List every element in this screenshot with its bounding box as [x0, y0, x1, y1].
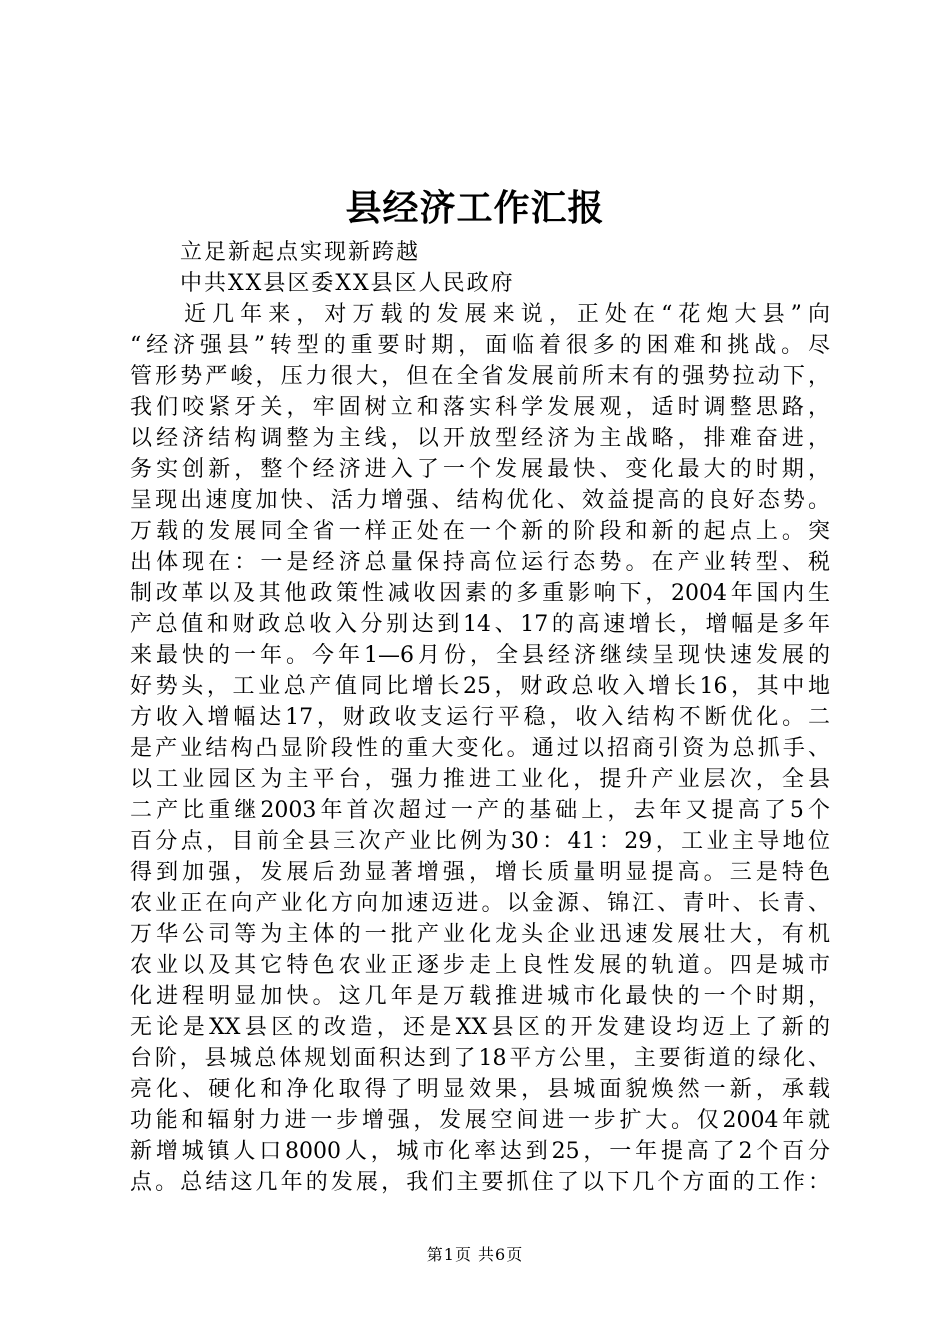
body-line: 好势头，工业总产值同比增长25，财政总收入增长16，其中地	[130, 674, 830, 699]
body-line: 是产业结构凸显阶段性的重大变化。通过以招商引资为总抓手、	[130, 736, 830, 761]
body-line: “经济强县”转型的重要时期，面临着很多的困难和挑战。尽	[130, 333, 830, 358]
body-line: 农业正在向产业化方向加速迈进。以金源、锦江、青叶、长青、	[130, 891, 830, 916]
page-footer: 第1页 共6页	[426, 1245, 524, 1264]
body-line: 以工业园区为主平台，强力推进工业化，提升产业层次，全县	[130, 767, 830, 792]
body-line: 点。总结这几年的发展，我们主要抓住了以下几个方面的工作：	[130, 1170, 830, 1195]
body-line: 亮化、硬化和净化取得了明显效果，县城面貌焕然一新，承载	[130, 1077, 830, 1102]
body-line: 新增城镇人口8000人，城市化率达到25，一年提高了2个百分	[130, 1139, 830, 1164]
body-line: 得到加强，发展后劲显著增强，增长质量明显提高。三是特色	[130, 860, 830, 885]
body-line: 万载的发展同全省一样正处在一个新的阶段和新的起点上。突	[130, 519, 830, 544]
body-paragraph	[130, 299, 830, 1198]
body-line: 农业以及其它特色农业正逐步走上良性发展的轨道。四是城市	[130, 953, 830, 978]
body-line: 产总值和财政总收入分别达到14、17的高速增长，增幅是多年	[130, 612, 830, 637]
body-line: 以经济结构调整为主线，以开放型经济为主战略，排难奋进，	[130, 426, 830, 451]
body-line: 无论是XX县区的改造，还是XX县区的开发建设均迈上了新的	[130, 1015, 830, 1040]
body-line: 方收入增幅达17，财政收支运行平稳，收入结构不断优化。二	[130, 705, 830, 730]
body-line: 出体现在：一是经济总量保持高位运行态势。在产业转型、税	[130, 550, 830, 575]
subtitle-author: 中共XX县区委XX县区人民政府	[180, 271, 515, 296]
body-line: 二产比重继2003年首次超过一产的基础上，去年又提高了5个	[130, 798, 830, 823]
body-line: 管形势严峻，压力很大，但在全省发展前所末有的强势拉动下，	[130, 364, 830, 389]
body-line: 来最快的一年。今年1—6月份，全县经济继续呈现快速发展的	[130, 643, 830, 668]
body-line: 百分点，目前全县三次产业比例为30：41：29，工业主导地位	[130, 829, 830, 854]
body-line: 我们咬紧牙关，牢固树立和落实科学发展观，适时调整思路，	[130, 395, 830, 420]
body-line: 台阶，县城总体规划面积达到了18平方公里，主要街道的绿化、	[130, 1046, 830, 1071]
subtitle-slogan: 立足新起点实现新跨越	[180, 240, 421, 265]
body-line: 万华公司等为主体的一批产业化龙头企业迅速发展壮大，有机	[130, 922, 830, 947]
body-line: 制改革以及其他政策性减收因素的多重影响下，2004年国内生	[130, 581, 830, 606]
body-line: 近几年来，对万载的发展来说，正处在“花炮大县”向	[184, 302, 830, 327]
body-line: 功能和辐射力进一步增强，发展空间进一步扩大。仅2004年就	[130, 1108, 830, 1133]
body-line: 务实创新，整个经济进入了一个发展最快、变化最大的时期，	[130, 457, 830, 482]
document-title: 县经济工作汇报	[345, 187, 605, 229]
body-line: 化进程明显加快。这几年是万载推进城市化最快的一个时期，	[130, 984, 830, 1009]
body-line: 呈现出速度加快、活力增强、结构优化、效益提高的良好态势。	[130, 488, 830, 513]
